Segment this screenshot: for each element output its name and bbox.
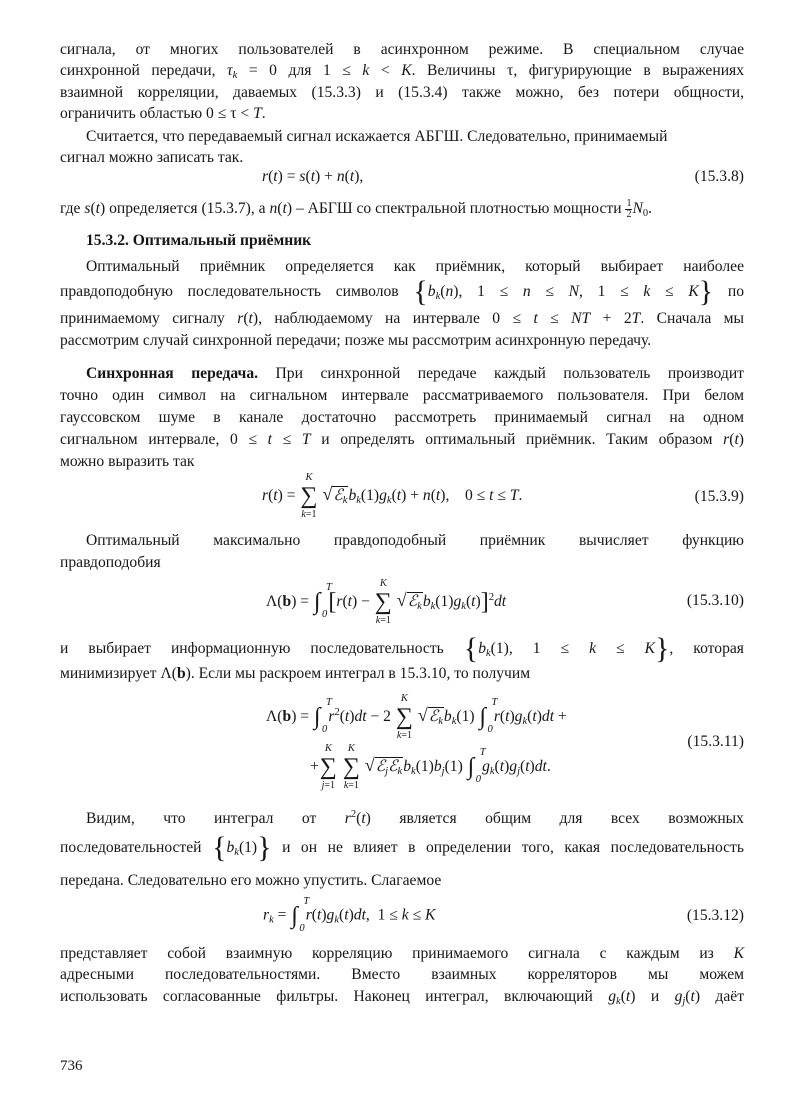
text-line: можно выразить так xyxy=(60,453,195,470)
text-line: минимизирует Λ(b). Если мы раскроем интеграл в 15.3.10, то получим xyxy=(60,665,531,682)
text-line: правдоподобия xyxy=(60,554,161,571)
text-line: ограничить областью 0 ≤ τ < T. xyxy=(60,105,266,122)
text-line: сигнала, от многих пользователей в асинхронном режиме. В специальном случае xyxy=(60,41,744,58)
text-line: Оптимальный приёмник определяется как приёмник, который выбирает наиболее xyxy=(86,258,744,275)
text-line: представляет собой взаимную корреляцию принимаемого сигнала с каждым из K xyxy=(60,945,744,962)
equation-number: (15.3.8) xyxy=(694,168,744,185)
text-line: использовать согласованные фильтры. Наконец интеграл, включающий $g_k(t)$ и $g_j(t)$ даёт xyxy=(60,988,745,1007)
equation: $r_k$ = ∫ T 0 $r(t)g_k(t)dt$, 1 ≤ k ≤ K xyxy=(263,896,436,934)
text-line: сигнал можно записать так. xyxy=(60,149,244,166)
equation-number: (15.3.10) xyxy=(686,592,744,609)
equation-number: (15.3.12) xyxy=(686,907,744,924)
text-line: Видим, что интеграл от $r^2(t)$ является общим для всех возможных xyxy=(86,809,744,827)
text-line: Синхронная передача. При синхронной передаче каждый пользователь производит xyxy=(86,365,744,382)
text-line: взаимной корреляции, даваемых (15.3.3) и (15.3.4) также можно, без потери общности, xyxy=(60,84,744,101)
text-line: передана. Следовательно его можно упустить. Слагаемое xyxy=(60,872,442,889)
text-line: рассмотрим случай синхронной передачи; позже мы рассмотрим асинхронную передачу. xyxy=(60,332,652,349)
equation-number: (15.3.11) xyxy=(687,733,744,750)
equation: r(t) = s(t) + n(t), xyxy=(262,168,364,185)
text-line: принимаемому сигналу r(t), наблюдаемому на интервале 0 ≤ t ≤ NT + 2T. Сначала мы xyxy=(60,310,745,327)
equation-number: (15.3.9) xyxy=(694,488,744,505)
equation: Λ(b) = ∫ T 0 $r^2(t)dt - 2$ ∑ K k=1 $√ℰ_kb_k(1)$ ∫ T 0 $r(t)g_k(t)dt$ + xyxy=(266,693,567,742)
text-line: последовательностей $\{b_k(1)\}$ и он не влияет в определении того, какая последовательность xyxy=(60,831,744,864)
equation: +∑ K j=1 ∑ K k=1 $√ℰ_jℰ_kb_k(1)b_j(1)$ ∫ T 0 $g_k(t)g_j(t)dt$. xyxy=(310,743,551,792)
text-line: точно один символ на сигнальном интервале рассматриваемого пользователя. При белом xyxy=(60,387,744,404)
text-line: гауссовском шуме в канале достаточно рассмотреть принимаемый сигнал на одном xyxy=(60,409,744,426)
text-line: синхронной передачи, $\tau_k = 0$ для 1 ≤ k < K. Величины τ, фигурирующие в выражениях xyxy=(60,62,745,81)
text-line: правдоподобную последовательность символов {$b_k(n)$, 1 ≤ n ≤ N, 1 ≤ k ≤ K} по xyxy=(60,275,745,308)
text-line: где s(t) определяется (15.3.7), а n(t) – АБГШ со спектральной плотностью мощности $\frac{1}{2}$ $N_0$. xyxy=(60,198,653,220)
page-number: 736 xyxy=(60,1058,83,1074)
equation: Λ(b) = ∫ T 0 [r(t) − ∑ K k=1 $√ℰ_kb_k(1)g_k(t)]^2dt$ xyxy=(266,578,507,627)
equation: r(t) = ∑ K k=1 $√ℰ_kb_k(1)g_k(t) + n(t)$, 0 ≤ t ≤ T. xyxy=(262,472,523,521)
text-line: Считается, что передаваемый сигнал искажается АБГШ. Следовательно, принимаемый xyxy=(86,128,668,145)
text-line: и выбирает информационную последовательность {$b_k(1)$, 1 ≤ k ≤ K}, которая xyxy=(60,632,744,665)
section-heading: 15.3.2. Оптимальный приёмник xyxy=(86,232,312,249)
text-line: сигнальном интервале, 0 ≤ t ≤ T и определять оптимальный приёмник. Таким образом r(t) xyxy=(60,431,744,448)
text-line: адресными последовательностями. Вместо взаимных корреляторов мы можем xyxy=(60,966,744,983)
text-line: Оптимальный максимально правдоподобный приёмник вычисляет функцию xyxy=(86,532,744,549)
